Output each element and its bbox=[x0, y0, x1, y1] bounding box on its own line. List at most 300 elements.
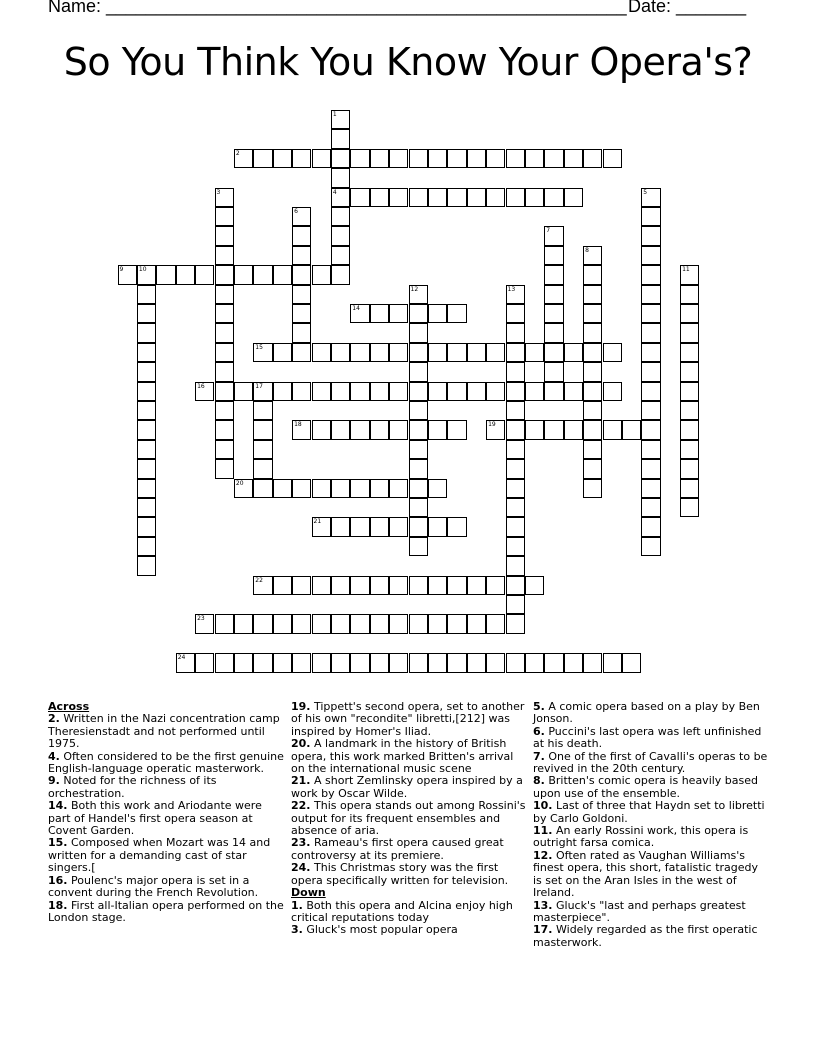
grid-cell[interactable] bbox=[370, 382, 389, 401]
grid-cell[interactable] bbox=[506, 323, 525, 342]
grid-cell[interactable] bbox=[292, 149, 311, 168]
grid-cell[interactable] bbox=[680, 420, 699, 439]
grid-cell[interactable] bbox=[409, 304, 428, 323]
grid-cell[interactable] bbox=[389, 653, 408, 672]
grid-cell[interactable] bbox=[292, 285, 311, 304]
grid-cell[interactable] bbox=[389, 343, 408, 362]
grid-cell[interactable] bbox=[622, 420, 641, 439]
grid-cell[interactable] bbox=[350, 304, 369, 323]
grid-cell[interactable] bbox=[544, 382, 563, 401]
grid-cell[interactable] bbox=[428, 653, 447, 672]
grid-cell[interactable] bbox=[350, 149, 369, 168]
grid-cell[interactable] bbox=[253, 401, 272, 420]
grid-cell[interactable] bbox=[467, 188, 486, 207]
grid-cell[interactable] bbox=[583, 323, 602, 342]
grid-cell[interactable] bbox=[389, 420, 408, 439]
grid-cell[interactable] bbox=[506, 537, 525, 556]
grid-cell[interactable] bbox=[486, 382, 505, 401]
grid-cell[interactable] bbox=[137, 265, 156, 284]
grid-cell[interactable] bbox=[292, 420, 311, 439]
grid-cell[interactable] bbox=[447, 382, 466, 401]
grid-cell[interactable] bbox=[273, 479, 292, 498]
grid-cell[interactable] bbox=[447, 343, 466, 362]
grid-cell[interactable] bbox=[312, 479, 331, 498]
grid-cell[interactable] bbox=[409, 382, 428, 401]
grid-cell[interactable] bbox=[564, 653, 583, 672]
grid-cell[interactable] bbox=[312, 517, 331, 536]
grid-cell[interactable] bbox=[564, 188, 583, 207]
grid-cell[interactable] bbox=[680, 343, 699, 362]
grid-cell[interactable] bbox=[409, 653, 428, 672]
grid-cell[interactable] bbox=[544, 653, 563, 672]
grid-cell[interactable] bbox=[583, 459, 602, 478]
grid-cell[interactable] bbox=[370, 188, 389, 207]
grid-cell[interactable] bbox=[409, 517, 428, 536]
grid-cell[interactable] bbox=[409, 362, 428, 381]
grid-cell[interactable] bbox=[370, 149, 389, 168]
grid-cell[interactable] bbox=[409, 479, 428, 498]
grid-cell[interactable] bbox=[583, 420, 602, 439]
grid-cell[interactable] bbox=[525, 382, 544, 401]
grid-cell[interactable] bbox=[389, 382, 408, 401]
grid-cell[interactable] bbox=[506, 343, 525, 362]
grid-cell[interactable] bbox=[525, 420, 544, 439]
grid-cell[interactable] bbox=[273, 265, 292, 284]
grid-cell[interactable] bbox=[312, 343, 331, 362]
grid-cell[interactable] bbox=[409, 576, 428, 595]
grid-cell[interactable] bbox=[506, 517, 525, 536]
grid-cell[interactable] bbox=[137, 401, 156, 420]
grid-cell[interactable] bbox=[253, 459, 272, 478]
grid-cell[interactable] bbox=[641, 420, 660, 439]
grid-cell[interactable] bbox=[583, 246, 602, 265]
grid-cell[interactable] bbox=[506, 595, 525, 614]
grid-cell[interactable] bbox=[409, 614, 428, 633]
grid-cell[interactable] bbox=[331, 343, 350, 362]
grid-cell[interactable] bbox=[428, 614, 447, 633]
grid-cell[interactable] bbox=[544, 304, 563, 323]
grid-cell[interactable] bbox=[428, 420, 447, 439]
grid-cell[interactable] bbox=[641, 343, 660, 362]
grid-cell[interactable] bbox=[234, 265, 253, 284]
grid-cell[interactable] bbox=[506, 576, 525, 595]
grid-cell[interactable] bbox=[389, 188, 408, 207]
grid-cell[interactable] bbox=[215, 382, 234, 401]
grid-cell[interactable] bbox=[389, 479, 408, 498]
grid-cell[interactable] bbox=[350, 517, 369, 536]
grid-cell[interactable] bbox=[622, 653, 641, 672]
grid-cell[interactable] bbox=[312, 614, 331, 633]
grid-cell[interactable] bbox=[680, 382, 699, 401]
grid-cell[interactable] bbox=[137, 304, 156, 323]
grid-cell[interactable] bbox=[350, 382, 369, 401]
grid-cell[interactable] bbox=[253, 265, 272, 284]
grid-cell[interactable] bbox=[428, 517, 447, 536]
grid-cell[interactable] bbox=[447, 517, 466, 536]
grid-cell[interactable] bbox=[370, 614, 389, 633]
grid-cell[interactable] bbox=[583, 653, 602, 672]
grid-cell[interactable] bbox=[215, 440, 234, 459]
grid-cell[interactable] bbox=[253, 440, 272, 459]
grid-cell[interactable] bbox=[137, 420, 156, 439]
grid-cell[interactable] bbox=[641, 362, 660, 381]
grid-cell[interactable] bbox=[428, 304, 447, 323]
grid-cell[interactable] bbox=[273, 576, 292, 595]
grid-cell[interactable] bbox=[603, 149, 622, 168]
grid-cell[interactable] bbox=[525, 149, 544, 168]
grid-cell[interactable] bbox=[583, 362, 602, 381]
grid-cell[interactable] bbox=[447, 149, 466, 168]
grid-cell[interactable] bbox=[409, 459, 428, 478]
grid-cell[interactable] bbox=[273, 343, 292, 362]
grid-cell[interactable] bbox=[370, 576, 389, 595]
grid-cell[interactable] bbox=[409, 537, 428, 556]
grid-cell[interactable] bbox=[583, 285, 602, 304]
grid-cell[interactable] bbox=[544, 420, 563, 439]
grid-cell[interactable] bbox=[156, 265, 175, 284]
grid-cell[interactable] bbox=[350, 479, 369, 498]
grid-cell[interactable] bbox=[447, 188, 466, 207]
grid-cell[interactable] bbox=[564, 343, 583, 362]
grid-cell[interactable] bbox=[409, 420, 428, 439]
grid-cell[interactable] bbox=[292, 653, 311, 672]
grid-cell[interactable] bbox=[253, 614, 272, 633]
grid-cell[interactable] bbox=[544, 323, 563, 342]
grid-cell[interactable] bbox=[680, 265, 699, 284]
grid-cell[interactable] bbox=[583, 382, 602, 401]
grid-cell[interactable] bbox=[506, 401, 525, 420]
grid-cell[interactable] bbox=[234, 479, 253, 498]
grid-cell[interactable] bbox=[641, 382, 660, 401]
grid-cell[interactable] bbox=[583, 401, 602, 420]
grid-cell[interactable] bbox=[486, 149, 505, 168]
grid-cell[interactable] bbox=[603, 382, 622, 401]
grid-cell[interactable] bbox=[506, 653, 525, 672]
grid-cell[interactable] bbox=[195, 265, 214, 284]
grid-cell[interactable] bbox=[234, 614, 253, 633]
grid-cell[interactable] bbox=[273, 614, 292, 633]
grid-cell[interactable] bbox=[195, 653, 214, 672]
grid-cell[interactable] bbox=[641, 285, 660, 304]
grid-cell[interactable] bbox=[389, 149, 408, 168]
grid-cell[interactable] bbox=[137, 323, 156, 342]
grid-cell[interactable] bbox=[564, 149, 583, 168]
grid-cell[interactable] bbox=[312, 420, 331, 439]
grid-cell[interactable] bbox=[118, 265, 137, 284]
grid-cell[interactable] bbox=[641, 498, 660, 517]
grid-cell[interactable] bbox=[506, 188, 525, 207]
grid-cell[interactable] bbox=[389, 304, 408, 323]
grid-cell[interactable] bbox=[137, 479, 156, 498]
grid-cell[interactable] bbox=[273, 382, 292, 401]
grid-cell[interactable] bbox=[680, 285, 699, 304]
grid-cell[interactable] bbox=[292, 246, 311, 265]
grid-cell[interactable] bbox=[215, 420, 234, 439]
grid-cell[interactable] bbox=[583, 343, 602, 362]
grid-cell[interactable] bbox=[544, 149, 563, 168]
grid-cell[interactable] bbox=[331, 226, 350, 245]
grid-cell[interactable] bbox=[253, 479, 272, 498]
grid-cell[interactable] bbox=[215, 304, 234, 323]
grid-cell[interactable] bbox=[467, 576, 486, 595]
grid-cell[interactable] bbox=[137, 362, 156, 381]
grid-cell[interactable] bbox=[525, 188, 544, 207]
grid-cell[interactable] bbox=[583, 304, 602, 323]
grid-cell[interactable] bbox=[467, 614, 486, 633]
grid-cell[interactable] bbox=[583, 149, 602, 168]
grid-cell[interactable] bbox=[331, 246, 350, 265]
grid-cell[interactable] bbox=[350, 420, 369, 439]
grid-cell[interactable] bbox=[350, 614, 369, 633]
name-field[interactable]: Name: ____________________________________________________ bbox=[48, 0, 627, 16]
grid-cell[interactable] bbox=[331, 265, 350, 284]
grid-cell[interactable] bbox=[370, 517, 389, 536]
grid-cell[interactable] bbox=[544, 226, 563, 245]
grid-cell[interactable] bbox=[486, 188, 505, 207]
grid-cell[interactable] bbox=[680, 401, 699, 420]
grid-cell[interactable] bbox=[176, 653, 195, 672]
grid-cell[interactable] bbox=[409, 188, 428, 207]
grid-cell[interactable] bbox=[215, 401, 234, 420]
grid-cell[interactable] bbox=[544, 188, 563, 207]
grid-cell[interactable] bbox=[409, 323, 428, 342]
date-field[interactable]: Date: _______ bbox=[628, 0, 747, 16]
grid-cell[interactable] bbox=[544, 246, 563, 265]
grid-cell[interactable] bbox=[195, 614, 214, 633]
grid-cell[interactable] bbox=[389, 614, 408, 633]
grid-cell[interactable] bbox=[603, 420, 622, 439]
grid-cell[interactable] bbox=[544, 265, 563, 284]
grid-cell[interactable] bbox=[331, 517, 350, 536]
grid-cell[interactable] bbox=[583, 479, 602, 498]
grid-cell[interactable] bbox=[292, 207, 311, 226]
grid-cell[interactable] bbox=[680, 479, 699, 498]
grid-cell[interactable] bbox=[331, 110, 350, 129]
grid-cell[interactable] bbox=[137, 285, 156, 304]
grid-cell[interactable] bbox=[331, 382, 350, 401]
grid-cell[interactable] bbox=[176, 265, 195, 284]
grid-cell[interactable] bbox=[331, 129, 350, 148]
grid-cell[interactable] bbox=[350, 576, 369, 595]
grid-cell[interactable] bbox=[428, 479, 447, 498]
grid-cell[interactable] bbox=[234, 382, 253, 401]
grid-cell[interactable] bbox=[215, 343, 234, 362]
grid-cell[interactable] bbox=[370, 343, 389, 362]
grid-cell[interactable] bbox=[486, 420, 505, 439]
grid-cell[interactable] bbox=[370, 479, 389, 498]
grid-cell[interactable] bbox=[641, 207, 660, 226]
grid-cell[interactable] bbox=[409, 498, 428, 517]
grid-cell[interactable] bbox=[273, 653, 292, 672]
grid-cell[interactable] bbox=[312, 149, 331, 168]
grid-cell[interactable] bbox=[195, 382, 214, 401]
grid-cell[interactable] bbox=[253, 420, 272, 439]
grid-cell[interactable] bbox=[292, 226, 311, 245]
grid-cell[interactable] bbox=[506, 382, 525, 401]
grid-cell[interactable] bbox=[331, 207, 350, 226]
grid-cell[interactable] bbox=[370, 304, 389, 323]
grid-cell[interactable] bbox=[506, 459, 525, 478]
grid-cell[interactable] bbox=[331, 614, 350, 633]
grid-cell[interactable] bbox=[680, 459, 699, 478]
grid-cell[interactable] bbox=[641, 479, 660, 498]
grid-cell[interactable] bbox=[292, 576, 311, 595]
grid-cell[interactable] bbox=[331, 188, 350, 207]
grid-cell[interactable] bbox=[486, 653, 505, 672]
grid-cell[interactable] bbox=[428, 149, 447, 168]
grid-cell[interactable] bbox=[525, 343, 544, 362]
grid-cell[interactable] bbox=[215, 226, 234, 245]
grid-cell[interactable] bbox=[389, 576, 408, 595]
grid-cell[interactable] bbox=[253, 149, 272, 168]
grid-cell[interactable] bbox=[583, 440, 602, 459]
grid-cell[interactable] bbox=[428, 188, 447, 207]
grid-cell[interactable] bbox=[389, 517, 408, 536]
grid-cell[interactable] bbox=[215, 285, 234, 304]
grid-cell[interactable] bbox=[253, 576, 272, 595]
grid-cell[interactable] bbox=[603, 343, 622, 362]
grid-cell[interactable] bbox=[641, 246, 660, 265]
grid-cell[interactable] bbox=[215, 246, 234, 265]
grid-cell[interactable] bbox=[253, 653, 272, 672]
grid-cell[interactable] bbox=[273, 149, 292, 168]
grid-cell[interactable] bbox=[292, 265, 311, 284]
grid-cell[interactable] bbox=[350, 188, 369, 207]
grid-cell[interactable] bbox=[331, 168, 350, 187]
grid-cell[interactable] bbox=[641, 304, 660, 323]
grid-cell[interactable] bbox=[312, 576, 331, 595]
grid-cell[interactable] bbox=[428, 343, 447, 362]
grid-cell[interactable] bbox=[467, 149, 486, 168]
grid-cell[interactable] bbox=[331, 149, 350, 168]
grid-cell[interactable] bbox=[506, 285, 525, 304]
grid-cell[interactable] bbox=[312, 265, 331, 284]
grid-cell[interactable] bbox=[641, 226, 660, 245]
grid-cell[interactable] bbox=[428, 576, 447, 595]
grid-cell[interactable] bbox=[641, 265, 660, 284]
grid-cell[interactable] bbox=[680, 362, 699, 381]
grid-cell[interactable] bbox=[447, 614, 466, 633]
grid-cell[interactable] bbox=[253, 382, 272, 401]
grid-cell[interactable] bbox=[253, 343, 272, 362]
grid-cell[interactable] bbox=[506, 440, 525, 459]
grid-cell[interactable] bbox=[583, 265, 602, 284]
grid-cell[interactable] bbox=[215, 653, 234, 672]
grid-cell[interactable] bbox=[506, 420, 525, 439]
grid-cell[interactable] bbox=[680, 498, 699, 517]
grid-cell[interactable] bbox=[641, 188, 660, 207]
grid-cell[interactable] bbox=[137, 440, 156, 459]
grid-cell[interactable] bbox=[292, 479, 311, 498]
grid-cell[interactable] bbox=[680, 323, 699, 342]
grid-cell[interactable] bbox=[447, 304, 466, 323]
grid-cell[interactable] bbox=[467, 382, 486, 401]
grid-cell[interactable] bbox=[544, 362, 563, 381]
grid-cell[interactable] bbox=[525, 653, 544, 672]
grid-cell[interactable] bbox=[137, 343, 156, 362]
grid-cell[interactable] bbox=[409, 440, 428, 459]
grid-cell[interactable] bbox=[292, 343, 311, 362]
grid-cell[interactable] bbox=[137, 382, 156, 401]
grid-cell[interactable] bbox=[447, 576, 466, 595]
grid-cell[interactable] bbox=[544, 343, 563, 362]
grid-cell[interactable] bbox=[370, 420, 389, 439]
grid-cell[interactable] bbox=[506, 479, 525, 498]
grid-cell[interactable] bbox=[409, 401, 428, 420]
grid-cell[interactable] bbox=[331, 653, 350, 672]
grid-cell[interactable] bbox=[215, 188, 234, 207]
grid-cell[interactable] bbox=[234, 149, 253, 168]
grid-cell[interactable] bbox=[447, 653, 466, 672]
grid-cell[interactable] bbox=[467, 653, 486, 672]
grid-cell[interactable] bbox=[506, 149, 525, 168]
grid-cell[interactable] bbox=[486, 576, 505, 595]
grid-cell[interactable] bbox=[312, 382, 331, 401]
grid-cell[interactable] bbox=[564, 382, 583, 401]
grid-cell[interactable] bbox=[370, 653, 389, 672]
grid-cell[interactable] bbox=[641, 401, 660, 420]
grid-cell[interactable] bbox=[312, 653, 331, 672]
grid-cell[interactable] bbox=[603, 653, 622, 672]
grid-cell[interactable] bbox=[350, 653, 369, 672]
grid-cell[interactable] bbox=[215, 614, 234, 633]
grid-cell[interactable] bbox=[292, 382, 311, 401]
grid-cell[interactable] bbox=[641, 440, 660, 459]
grid-cell[interactable] bbox=[641, 517, 660, 536]
grid-cell[interactable] bbox=[137, 459, 156, 478]
grid-cell[interactable] bbox=[467, 343, 486, 362]
grid-cell[interactable] bbox=[525, 576, 544, 595]
grid-cell[interactable] bbox=[409, 285, 428, 304]
grid-cell[interactable] bbox=[544, 285, 563, 304]
grid-cell[interactable] bbox=[409, 343, 428, 362]
grid-cell[interactable] bbox=[486, 614, 505, 633]
grid-cell[interactable] bbox=[506, 498, 525, 517]
grid-cell[interactable] bbox=[292, 304, 311, 323]
grid-cell[interactable] bbox=[234, 653, 253, 672]
grid-cell[interactable] bbox=[641, 537, 660, 556]
grid-cell[interactable] bbox=[215, 207, 234, 226]
grid-cell[interactable] bbox=[215, 362, 234, 381]
grid-cell[interactable] bbox=[506, 304, 525, 323]
grid-cell[interactable] bbox=[680, 304, 699, 323]
grid-cell[interactable] bbox=[215, 323, 234, 342]
grid-cell[interactable] bbox=[331, 420, 350, 439]
grid-cell[interactable] bbox=[137, 498, 156, 517]
grid-cell[interactable] bbox=[641, 323, 660, 342]
grid-cell[interactable] bbox=[350, 343, 369, 362]
grid-cell[interactable] bbox=[137, 537, 156, 556]
grid-cell[interactable] bbox=[331, 479, 350, 498]
grid-cell[interactable] bbox=[215, 459, 234, 478]
grid-cell[interactable] bbox=[486, 343, 505, 362]
grid-cell[interactable] bbox=[506, 614, 525, 633]
grid-cell[interactable] bbox=[506, 362, 525, 381]
grid-cell[interactable] bbox=[215, 265, 234, 284]
grid-cell[interactable] bbox=[331, 576, 350, 595]
grid-cell[interactable] bbox=[292, 614, 311, 633]
grid-cell[interactable] bbox=[409, 149, 428, 168]
grid-cell[interactable] bbox=[428, 382, 447, 401]
grid-cell[interactable] bbox=[506, 556, 525, 575]
grid-cell[interactable] bbox=[447, 420, 466, 439]
grid-cell[interactable] bbox=[137, 517, 156, 536]
grid-cell[interactable] bbox=[292, 323, 311, 342]
grid-cell[interactable] bbox=[641, 459, 660, 478]
grid-cell[interactable] bbox=[137, 556, 156, 575]
grid-cell[interactable] bbox=[680, 440, 699, 459]
grid-cell[interactable] bbox=[564, 420, 583, 439]
